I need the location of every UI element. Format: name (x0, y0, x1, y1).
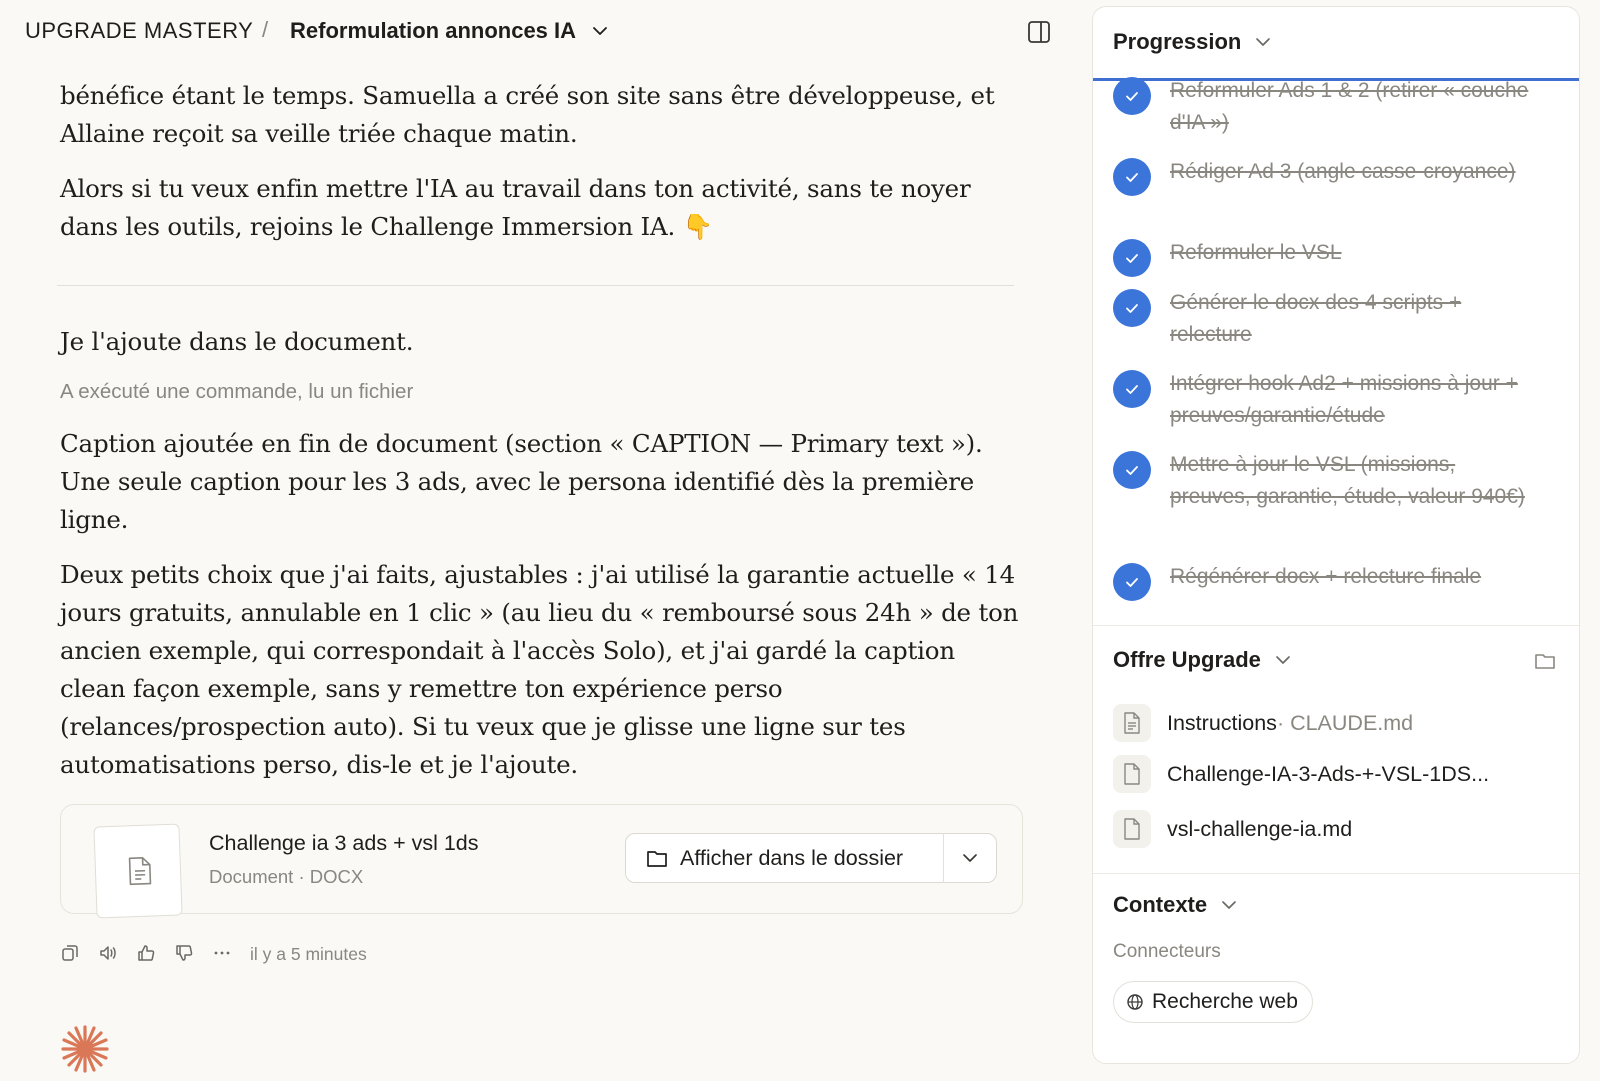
offer-title: Offre Upgrade (1113, 647, 1261, 672)
file-name: vsl-challenge-ia.md (1167, 816, 1353, 841)
progress-section-toggle[interactable] (1113, 29, 1273, 55)
speaker-icon (98, 943, 118, 963)
offer-section-toggle[interactable] (1113, 647, 1293, 673)
folder-icon (646, 847, 668, 869)
breadcrumb-separator: / (262, 17, 269, 42)
file-options-dropdown[interactable] (944, 834, 996, 882)
breadcrumb-root[interactable]: UPGRADE MASTERY (25, 18, 254, 43)
connector-label: Recherche web (1152, 990, 1298, 1013)
assistant-logo-icon (60, 1024, 110, 1074)
file-name: Challenge ia 3 ads + vsl 1ds (209, 831, 479, 855)
check-circle-icon (1113, 77, 1151, 115)
file-name: Challenge-IA-3-Ads-+-VSL-1DS... (1167, 761, 1490, 786)
check-circle-icon (1113, 370, 1151, 408)
file-row-vsl[interactable] (1113, 809, 1553, 849)
check-circle-icon (1113, 239, 1151, 277)
chevron-down-icon (960, 848, 980, 868)
check-circle-icon (1113, 563, 1151, 601)
show-in-folder-split-button (625, 833, 997, 883)
thumbs-down-button[interactable] (174, 943, 196, 965)
task-label: Mettre à jour le VSL (missions, preuves, garantie, étude, valeur 940€) (1170, 453, 1525, 508)
message-paragraph: bénéfice étant le temps. Samuella a créé son site sans être développeuse, et Allaine reçoit sa veille triée chaque matin. (60, 81, 995, 148)
file-row-instructions[interactable] (1113, 703, 1553, 743)
section-divider (1093, 873, 1580, 874)
file-attachment-card[interactable] (60, 804, 1023, 914)
document-icon (1113, 810, 1151, 848)
chevron-down-icon (1273, 650, 1293, 670)
task-label: Générer le docx des 4 scripts + relecture (1170, 291, 1462, 346)
file-thumbnail (93, 824, 182, 919)
ellipsis-icon (212, 943, 232, 963)
document-lines-icon (1113, 704, 1151, 742)
file-row-challenge[interactable] (1113, 754, 1553, 794)
web-search-connector-chip[interactable] (1113, 981, 1313, 1023)
check-circle-icon (1113, 158, 1151, 196)
show-in-folder-label: Afficher dans le dossier (680, 845, 904, 870)
task-label: Reformuler le VSL (1170, 241, 1342, 264)
check-circle-icon (1113, 289, 1151, 327)
chevron-down-icon (1219, 895, 1239, 915)
chevron-down-icon (1253, 32, 1273, 52)
file-type: Document · DOCX (209, 866, 364, 887)
section-divider (1093, 625, 1580, 626)
check-circle-icon (1113, 451, 1151, 489)
context-section-toggle[interactable] (1113, 892, 1239, 918)
chevron-down-icon (590, 21, 610, 41)
progress-title: Progression (1113, 29, 1242, 54)
copy-button[interactable] (60, 943, 82, 965)
thumbs-up-button[interactable] (136, 943, 158, 965)
sidebar-toggle-icon[interactable] (1026, 19, 1052, 45)
message-timestamp: il y a 5 minutes (250, 943, 367, 964)
message-paragraph: Deux petits choix que j'ai faits, ajustables : j'ai utilisé la garantie actuelle « 14 jours gratuits, annulable en 1 clic » (au lieu du « remboursé sous 24h » de ton ancien exemple, qui correspondait à l'accès Solo), et j'ai gardé la caption clean façon exemple, sans y remettre ton expérience perso (relances/prospection auto). Si tu veux que je glisse une ligne sur tes automatisations perso, dis-le et je l'ajoute. (60, 560, 1019, 779)
message-paragraph: Je l'ajoute dans le document. (60, 327, 414, 356)
task-label: Reformuler Ads 1 & 2 (retirer « couche d'IA ») (1170, 79, 1529, 134)
read-aloud-button[interactable] (98, 943, 120, 965)
show-in-folder-button[interactable] (626, 834, 943, 882)
message-divider (57, 285, 1014, 286)
connectors-label: Connecteurs (1113, 941, 1221, 962)
more-options-button[interactable] (212, 943, 234, 965)
thumbs-down-icon (174, 943, 194, 963)
message-actions (60, 943, 367, 965)
document-icon (126, 855, 153, 886)
context-title: Contexte (1113, 892, 1208, 917)
file-suffix: · CLAUDE.md (1276, 710, 1414, 735)
activity-summary[interactable]: A exécuté une commande, lu un fichier (60, 380, 414, 403)
task-label: Régénérer docx + relecture finale (1170, 565, 1482, 588)
file-name: Instructions (1167, 710, 1277, 735)
top-bar (0, 0, 1080, 66)
project-title: Reformulation annonces IA (290, 18, 577, 43)
document-icon (1113, 755, 1151, 793)
thumbs-up-icon (136, 943, 156, 963)
message-paragraph: Alors si tu veux enfin mettre l'IA au travail dans ton activité, sans te noyer dans les outils, rejoins le Challenge Immersion IA. 👇 (60, 174, 971, 241)
task-label: Rédiger Ad 3 (angle casse-croyance) (1170, 160, 1516, 183)
message-paragraph: Caption ajoutée en fin de document (section « CAPTION — Primary text »). Une seule caption pour les 3 ads, avec le persona identifié dès la première ligne. (60, 429, 983, 534)
side-panel (1092, 6, 1580, 1064)
globe-icon (1126, 993, 1144, 1011)
folder-icon[interactable] (1533, 649, 1557, 673)
project-title-dropdown[interactable] (290, 18, 610, 44)
task-label: Intégrer hook Ad2 + missions à jour + preuves/garantie/étude (1170, 372, 1518, 427)
copy-icon (60, 943, 80, 963)
